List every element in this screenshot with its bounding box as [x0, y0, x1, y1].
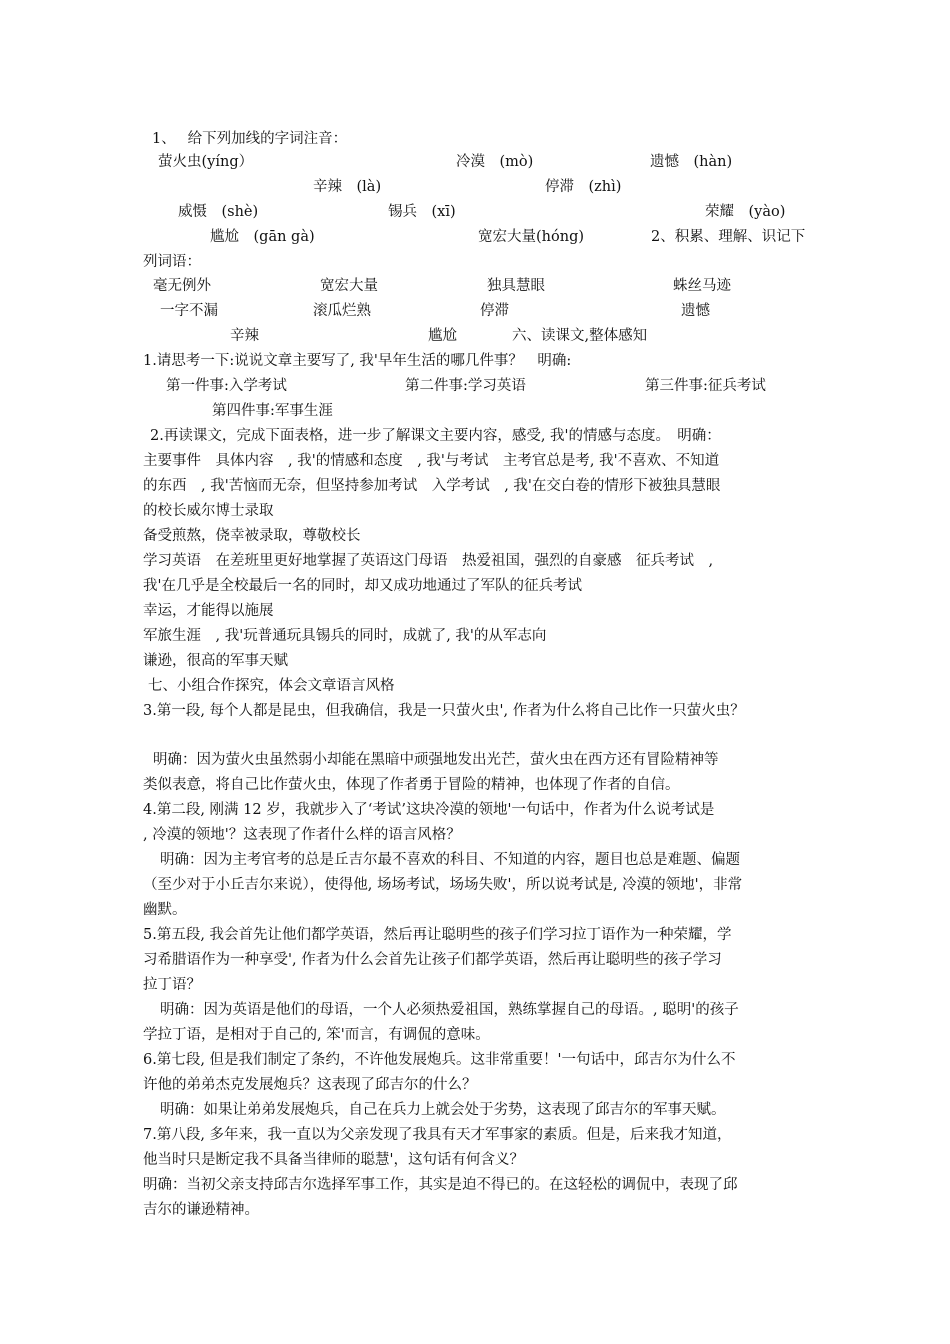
vocab-word: 尴尬	[428, 328, 457, 344]
question-line: 习希腊语作为一种享受', 作者为什么会首先让孩子们都学英语，然后再让聪明些的孩子学习	[143, 952, 722, 968]
event-item: 第四件事:军事生涯	[212, 403, 333, 419]
answer-line: 类似表意，将自己比作萤火虫，体现了作者勇于冒险的精神，也体现了作者的自信。	[143, 777, 680, 793]
paragraph-line: 1.请思考一下:说说文章主要写了, 我'早年生活的哪几件事？ 明确:	[143, 353, 572, 369]
answer-line: 学拉丁语，是相对于自己的, 笨'而言，有调侃的意味。	[143, 1027, 490, 1043]
question-line: , 冷漠的领地'？这表现了作者什么样的语言风格？	[143, 827, 461, 843]
question-line: 4.第二段, 刚满 12 岁，我就步入了‘考试’这块冷漠的领地'一句话中，作者为什么说考试是	[143, 802, 715, 818]
event-item: 第一件事:入学考试	[166, 378, 287, 394]
answer-line: 明确：当初父亲支持邱吉尔选择军事工作，其实是迫不得已的。在这轻松的调侃中，表现了邱	[143, 1177, 738, 1193]
vocab-word: 停滞	[480, 303, 509, 319]
question-line: 拉丁语？	[143, 977, 201, 993]
paragraph-line: 我'在几乎是全校最后一名的同时，却又成功地通过了军队的征兵考试	[143, 578, 582, 594]
paragraph-line: 2.再读课文，完成下面表格，进一步了解课文主要内容，感受, 我'的情感与态度。 明确：	[150, 428, 721, 444]
answer-line: 幽默。	[143, 902, 187, 918]
paragraph-line: 幸运，才能得以施展	[143, 603, 274, 619]
vocab-word: 宽宏大量	[320, 278, 378, 294]
vocab-word: 独具慧眼	[487, 278, 545, 294]
section-heading: 列词语：	[143, 254, 201, 270]
vocab-word: 一字不漏	[160, 303, 218, 319]
event-item: 第三件事:征兵考试	[645, 378, 766, 394]
paragraph-line: 学习英语 在差班里更好地掌握了英语这门母语 热爱祖国，强烈的自豪感 征兵考试 ,	[143, 553, 714, 569]
question-line: 5.第五段, 我会首先让他们都学英语，然后再让聪明些的孩子们学习拉丁语作为一种荣耀，学	[143, 927, 732, 943]
paragraph-line: 谦逊，很高的军事天赋	[143, 653, 288, 669]
section-heading: 2、积累、理解、识记下	[651, 229, 806, 245]
paragraph-line: 主要事件 具体内容 , 我'的情感和态度 , 我'与考试 主考官总是考, 我'不喜欢、不知道	[143, 453, 720, 469]
vocab-word: 蛛丝马迹	[673, 278, 731, 294]
question-1-heading: 1、 给下列加线的字词注音：	[152, 131, 348, 147]
pinyin-item: 尴尬 (gān gà)	[210, 229, 315, 245]
section-heading: 六、读课文,整体感知	[512, 328, 648, 344]
answer-line: 明确：如果让弟弟发展炮兵，自己在兵力上就会处于劣势，这表现了邱吉尔的军事天赋。	[160, 1102, 726, 1118]
vocab-word: 滚瓜烂熟	[313, 303, 371, 319]
pinyin-item: 萤火虫(yíng）	[158, 154, 254, 170]
pinyin-item: 宽宏大量(hóng)	[478, 229, 585, 245]
vocab-word: 辛辣	[230, 328, 259, 344]
vocab-word: 遗憾	[681, 303, 710, 319]
event-item: 第二件事:学习英语	[405, 378, 526, 394]
pinyin-item: 荣耀 (yào)	[705, 204, 786, 220]
paragraph-line: 备受煎熬，侥幸被录取，尊敬校长	[143, 528, 361, 544]
pinyin-item: 威慑 (shè)	[178, 204, 259, 220]
paragraph-line: 的东西 , 我'苦恼而无奈，但坚持参加考试 入学考试 , 我'在交白卷的情形下被独具慧眼	[143, 478, 721, 494]
paragraph-line: 军旅生涯 , 我'玩普通玩具锡兵的同时，成就了, 我'的从军志向	[143, 628, 547, 644]
pinyin-item: 辛辣 (là)	[313, 179, 382, 195]
question-line: 许他的弟弟杰克发展炮兵？这表现了邱吉尔的什么？	[143, 1077, 477, 1093]
answer-line: 吉尔的谦逊精神。	[143, 1202, 259, 1218]
vocab-word: 毫无例外	[153, 278, 211, 294]
pinyin-item: 锡兵 (xī)	[388, 204, 456, 220]
answer-line: 明确：因为主考官考的总是丘吉尔最不喜欢的科目、不知道的内容，题目也总是难题、偏题	[160, 852, 740, 868]
question-line: 6.第七段, 但是我们制定了条约，不许他发展炮兵。这非常重要！'一句话中，邱吉尔为什么不	[143, 1052, 736, 1068]
pinyin-item: 停滞 (zhì)	[545, 179, 622, 195]
question-line: 3.第一段, 每个人都是昆虫，但我确信，我是一只萤火虫', 作者为什么将自己比作一只萤火虫？	[143, 703, 745, 719]
section-heading: 七、小组合作探究，体会文章语言风格	[148, 678, 395, 694]
question-line: 他当时只是断定我不具备当律师的聪慧'，这句话有何含义？	[143, 1152, 524, 1168]
question-line: 7.第八段, 多年来，我一直以为父亲发现了我具有天才军事家的素质。但是，后来我才知道，	[143, 1127, 732, 1143]
pinyin-item: 遗憾 (hàn)	[650, 154, 733, 170]
answer-line: （至少对于小丘吉尔来说），使得他, 场场考试，场场失败'，所以说考试是, 冷漠的领地'，非常	[143, 877, 743, 893]
answer-line: 明确：因为萤火虫虽然弱小却能在黑暗中顽强地发出光芒，萤火虫在西方还有冒险精神等	[153, 752, 719, 768]
paragraph-line: 的校长威尔博士录取	[143, 503, 274, 519]
pinyin-item: 冷漠 (mò)	[456, 154, 534, 170]
answer-line: 明确：因为英语是他们的母语，一个人必须热爱祖国，熟练掌握自己的母语。, 聪明'的孩子	[160, 1002, 739, 1018]
